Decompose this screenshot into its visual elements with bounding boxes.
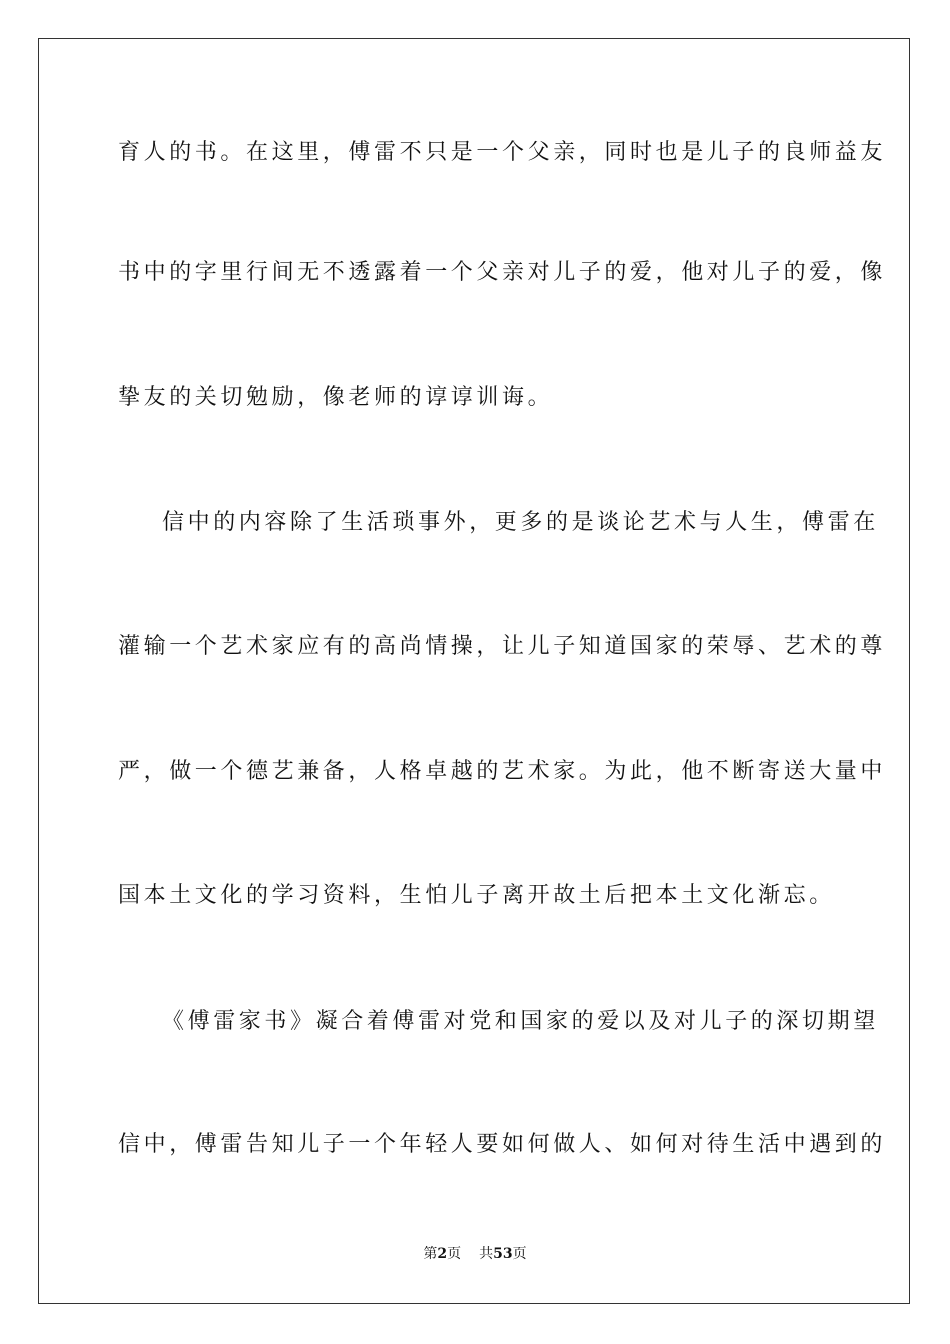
text-line: 灌输一个艺术家应有的高尚情操，让儿子知道国家的荣辱、艺术的尊 xyxy=(118,634,887,659)
text-line: 信中，傅雷告知儿子一个年轻人要如何做人、如何对待生活中遇到的 xyxy=(118,1132,887,1157)
total-prefix: 共 xyxy=(479,1246,494,1262)
text-line: 国本土文化的学习资料，生怕儿子离开故土后把本土文化渐忘。 xyxy=(118,883,835,908)
page-suffix: 页 xyxy=(447,1246,462,1262)
text-line: 育人的书。在这里，傅雷不只是一个父亲，同时也是儿子的良师益友 xyxy=(118,140,887,165)
page-prefix: 第 xyxy=(423,1246,438,1262)
page-border xyxy=(38,38,910,1304)
total-suffix: 页 xyxy=(512,1246,527,1262)
paragraph-first-line: 《傅雷家书》凝合着傅雷对党和国家的爱以及对儿子的深切期望 xyxy=(162,1009,879,1034)
page-footer xyxy=(0,1245,950,1263)
page-number: 2 xyxy=(437,1246,448,1262)
text-line: 严，做一个德艺兼备，人格卓越的艺术家。为此，他不断寄送大量中 xyxy=(118,759,887,784)
paragraph-first-line: 信中的内容除了生活琐事外，更多的是谈论艺术与人生，傅雷在 xyxy=(162,510,879,535)
text-line: 挚友的关切勉励，像老师的谆谆训诲。 xyxy=(118,385,554,410)
total-pages: 53 xyxy=(493,1246,513,1262)
text-line: 书中的字里行间无不透露着一个父亲对儿子的爱，他对儿子的爱，像 xyxy=(118,260,887,285)
